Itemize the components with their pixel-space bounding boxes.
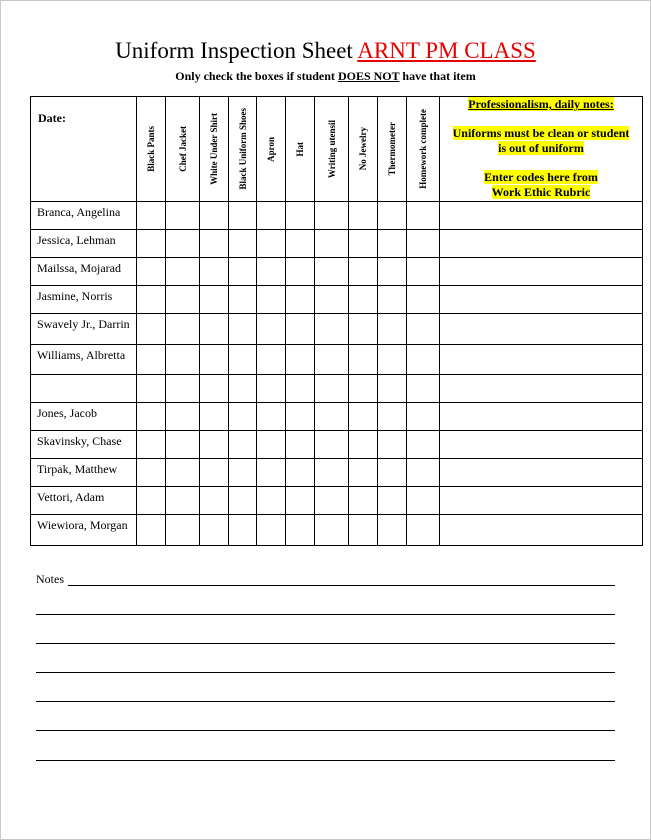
daily-notes-cell[interactable] [440, 286, 643, 314]
check-cell[interactable] [349, 202, 378, 230]
daily-notes-cell[interactable] [440, 345, 643, 375]
notes-line[interactable] [36, 760, 615, 761]
table-row [31, 515, 643, 546]
check-cell[interactable] [166, 515, 200, 546]
daily-notes-cell[interactable] [440, 487, 643, 515]
column-header [286, 97, 315, 202]
check-cell[interactable] [229, 431, 257, 459]
title-class: ARNT PM CLASS [357, 38, 536, 63]
check-cell[interactable] [166, 314, 200, 345]
check-cell[interactable] [166, 459, 200, 487]
check-cell[interactable] [286, 515, 315, 546]
check-cell[interactable] [200, 202, 229, 230]
table-row [31, 375, 643, 403]
check-cell[interactable] [407, 515, 440, 546]
check-cell[interactable] [349, 258, 378, 286]
check-cell[interactable] [349, 487, 378, 515]
check-cell[interactable] [166, 345, 200, 375]
check-cell[interactable] [166, 431, 200, 459]
check-cell[interactable] [378, 459, 407, 487]
check-cell[interactable] [137, 314, 166, 345]
check-cell[interactable] [286, 403, 315, 431]
check-cell[interactable] [229, 459, 257, 487]
notes-line[interactable] [36, 730, 615, 731]
check-cell[interactable] [200, 403, 229, 431]
check-cell[interactable] [407, 314, 440, 345]
check-cell[interactable] [378, 230, 407, 258]
check-cell[interactable] [286, 202, 315, 230]
student-name: Jasmine, Norris [31, 286, 137, 314]
instruction-pre: Only check the boxes if student [175, 69, 335, 83]
column-header-label: Black Uniform Shoes [237, 108, 248, 190]
notes-label-text: Notes [36, 572, 64, 586]
check-cell[interactable] [257, 403, 286, 431]
check-cell[interactable] [137, 431, 166, 459]
table-row [31, 487, 643, 515]
column-header [349, 97, 378, 202]
check-cell[interactable] [257, 202, 286, 230]
notes-header-line1: Uniforms must be clean or student [452, 126, 630, 140]
check-cell[interactable] [349, 345, 378, 375]
column-header [407, 97, 440, 202]
check-cell[interactable] [137, 403, 166, 431]
student-name: Vettori, Adam [31, 487, 137, 515]
check-cell[interactable] [166, 375, 200, 403]
check-cell[interactable] [315, 202, 349, 230]
table-row [31, 459, 643, 487]
check-cell[interactable] [229, 286, 257, 314]
check-cell[interactable] [200, 345, 229, 375]
table-row [31, 431, 643, 459]
check-cell[interactable] [315, 314, 349, 345]
check-cell[interactable] [349, 431, 378, 459]
check-cell[interactable] [286, 375, 315, 403]
notes-line[interactable] [36, 672, 615, 673]
student-name: Jessica, Lehman [31, 230, 137, 258]
student-name: Wiewiora, Morgan [31, 515, 137, 546]
check-cell[interactable] [166, 286, 200, 314]
check-cell[interactable] [166, 403, 200, 431]
daily-notes-cell[interactable] [440, 403, 643, 431]
header-row [31, 97, 643, 202]
title-main: Uniform Inspection Sheet [115, 38, 353, 63]
student-name: Mailssa, Mojarad [31, 258, 137, 286]
check-cell[interactable] [229, 403, 257, 431]
check-cell[interactable] [137, 487, 166, 515]
notes-line[interactable] [36, 643, 615, 644]
check-cell[interactable] [407, 375, 440, 403]
check-cell[interactable] [229, 202, 257, 230]
check-cell[interactable] [349, 403, 378, 431]
check-cell[interactable] [286, 431, 315, 459]
check-cell[interactable] [229, 258, 257, 286]
daily-notes-cell[interactable] [440, 515, 643, 546]
check-cell[interactable] [286, 345, 315, 375]
student-name: Williams, Albretta [31, 345, 137, 375]
inspection-table [30, 96, 643, 546]
check-cell[interactable] [407, 487, 440, 515]
check-cell[interactable] [378, 314, 407, 345]
column-header-label: Chef Jacket [177, 126, 188, 172]
student-name: Jones, Jacob [31, 403, 137, 431]
check-cell[interactable] [315, 345, 349, 375]
date-header: Date: [31, 97, 137, 202]
check-cell[interactable] [407, 202, 440, 230]
check-cell[interactable] [137, 230, 166, 258]
check-cell[interactable] [200, 314, 229, 345]
notes-line[interactable] [68, 585, 615, 586]
check-cell[interactable] [166, 230, 200, 258]
table-body [31, 202, 643, 546]
notes-header-line3: Enter codes here from [484, 170, 598, 184]
daily-notes-cell[interactable] [440, 314, 643, 345]
check-cell[interactable] [257, 375, 286, 403]
column-header [137, 97, 166, 202]
check-cell[interactable] [257, 314, 286, 345]
student-name: Tirpak, Matthew [31, 459, 137, 487]
daily-notes-cell[interactable] [440, 375, 643, 403]
daily-notes-cell[interactable] [440, 431, 643, 459]
check-cell[interactable] [407, 403, 440, 431]
check-cell[interactable] [407, 230, 440, 258]
check-cell[interactable] [378, 515, 407, 546]
check-cell[interactable] [257, 345, 286, 375]
check-cell[interactable] [137, 515, 166, 546]
table-row [31, 202, 643, 230]
check-cell[interactable] [229, 314, 257, 345]
instruction-emphasis: DOES NOT [337, 69, 400, 83]
column-header [257, 97, 286, 202]
check-cell[interactable] [166, 487, 200, 515]
student-name: Skavinsky, Chase [31, 431, 137, 459]
check-cell[interactable] [407, 286, 440, 314]
column-header-label: Homework complete [418, 109, 428, 189]
table-row [31, 258, 643, 286]
check-cell[interactable] [286, 459, 315, 487]
table-row [31, 345, 643, 375]
check-cell[interactable] [315, 515, 349, 546]
check-cell[interactable] [286, 314, 315, 345]
check-cell[interactable] [137, 258, 166, 286]
column-header-label: Hat [295, 141, 305, 157]
check-cell[interactable] [315, 230, 349, 258]
check-cell[interactable] [349, 314, 378, 345]
check-cell[interactable] [200, 258, 229, 286]
check-cell[interactable] [349, 286, 378, 314]
notes-column-header [440, 97, 643, 202]
column-header [378, 97, 407, 202]
column-header [166, 97, 200, 202]
check-cell[interactable] [378, 286, 407, 314]
check-cell[interactable] [286, 230, 315, 258]
check-cell[interactable] [229, 515, 257, 546]
check-cell[interactable] [257, 487, 286, 515]
check-cell[interactable] [315, 431, 349, 459]
check-cell[interactable] [315, 258, 349, 286]
table-row [31, 403, 643, 431]
check-cell[interactable] [315, 403, 349, 431]
daily-notes-cell[interactable] [440, 459, 643, 487]
check-cell[interactable] [200, 487, 229, 515]
instructions [0, 68, 651, 84]
column-header-label: Writing utensil [326, 119, 337, 179]
notes-header-line2: is out of uniform [498, 141, 584, 155]
check-cell[interactable] [378, 403, 407, 431]
check-cell[interactable] [349, 230, 378, 258]
check-cell[interactable] [257, 515, 286, 546]
student-name: Swavely Jr., Darrin [31, 314, 137, 345]
page-title [0, 36, 651, 66]
column-header-label: White Under Shirt [209, 113, 219, 185]
column-header-label: No Jewelry [358, 127, 368, 171]
table-row [31, 314, 643, 345]
check-cell[interactable] [137, 459, 166, 487]
column-header-label: Apron [266, 136, 276, 162]
column-header [315, 97, 349, 202]
check-cell[interactable] [286, 258, 315, 286]
check-cell[interactable] [378, 258, 407, 286]
check-cell[interactable] [286, 487, 315, 515]
check-cell[interactable] [407, 431, 440, 459]
instruction-post: have that item [402, 69, 476, 83]
check-cell[interactable] [137, 345, 166, 375]
notes-header-line4: Work Ethic Rubric [491, 185, 591, 199]
check-cell[interactable] [257, 286, 286, 314]
check-cell[interactable] [200, 286, 229, 314]
check-cell[interactable] [407, 258, 440, 286]
check-cell[interactable] [200, 431, 229, 459]
check-cell[interactable] [166, 202, 200, 230]
check-cell[interactable] [257, 459, 286, 487]
check-cell[interactable] [200, 230, 229, 258]
check-cell[interactable] [229, 375, 257, 403]
daily-notes-cell[interactable] [440, 202, 643, 230]
check-cell[interactable] [378, 345, 407, 375]
check-cell[interactable] [137, 286, 166, 314]
check-cell[interactable] [137, 375, 166, 403]
check-cell[interactable] [378, 202, 407, 230]
check-cell[interactable] [257, 230, 286, 258]
check-cell[interactable] [137, 202, 166, 230]
notes-line[interactable] [36, 701, 615, 702]
column-header [229, 97, 257, 202]
check-cell[interactable] [378, 431, 407, 459]
notes-label [36, 572, 64, 587]
check-cell[interactable] [200, 515, 229, 546]
check-cell[interactable] [349, 515, 378, 546]
check-cell[interactable] [286, 286, 315, 314]
notes-line[interactable] [36, 614, 615, 615]
check-cell[interactable] [166, 258, 200, 286]
check-cell[interactable] [315, 286, 349, 314]
column-header-label: Thermometer [387, 122, 397, 176]
check-cell[interactable] [200, 375, 229, 403]
check-cell[interactable] [229, 230, 257, 258]
column-header-label: Black Pants [146, 126, 156, 172]
table-row [31, 230, 643, 258]
check-cell[interactable] [315, 375, 349, 403]
check-cell[interactable] [315, 487, 349, 515]
column-header [200, 97, 229, 202]
daily-notes-cell[interactable] [440, 258, 643, 286]
check-cell[interactable] [257, 258, 286, 286]
check-cell[interactable] [378, 487, 407, 515]
notes-header-title: Professionalism, daily notes: [468, 97, 614, 111]
check-cell[interactable] [349, 375, 378, 403]
check-cell[interactable] [229, 345, 257, 375]
check-cell[interactable] [407, 459, 440, 487]
daily-notes-cell[interactable] [440, 230, 643, 258]
check-cell[interactable] [349, 459, 378, 487]
check-cell[interactable] [229, 487, 257, 515]
student-name [31, 375, 137, 403]
check-cell[interactable] [407, 345, 440, 375]
check-cell[interactable] [257, 431, 286, 459]
table-row [31, 286, 643, 314]
check-cell[interactable] [378, 375, 407, 403]
check-cell[interactable] [200, 459, 229, 487]
check-cell[interactable] [315, 459, 349, 487]
student-name: Branca, Angelina [31, 202, 137, 230]
